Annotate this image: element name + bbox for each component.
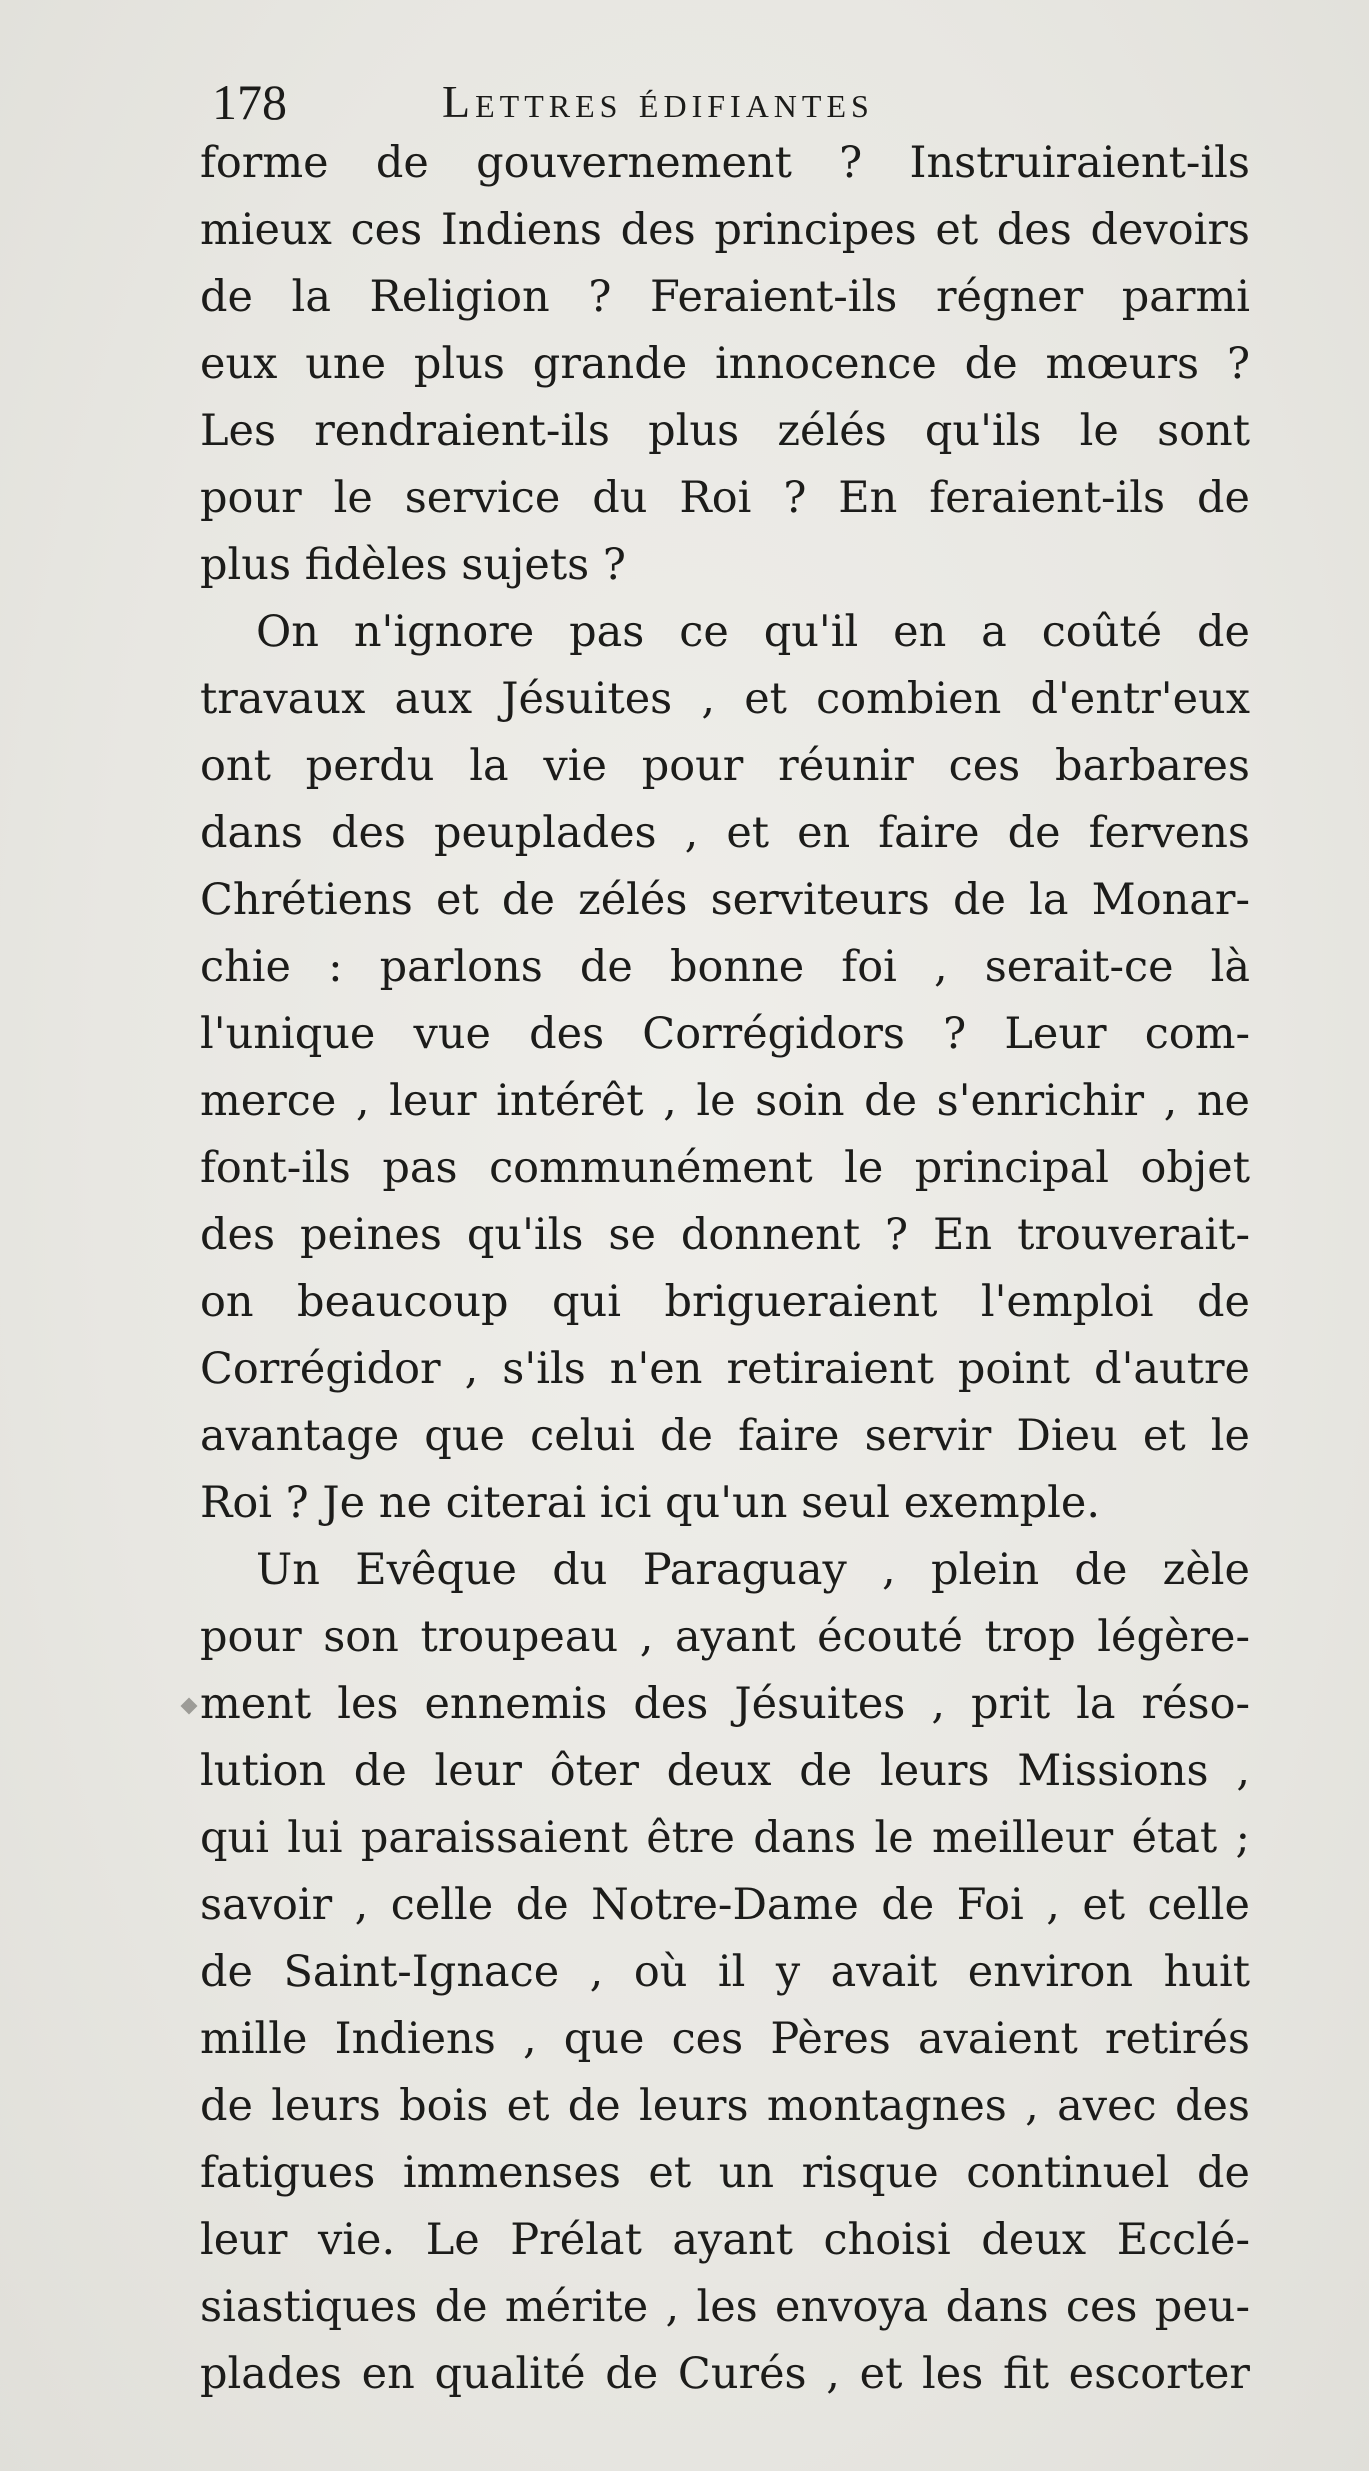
running-title: Lettres édifiantes xyxy=(442,76,874,127)
text-line: on beaucoup qui brigueraient l'emploi de xyxy=(200,1277,1250,1327)
text-line: siastiques de mérite , les envoya dans ces peu- xyxy=(200,2282,1250,2332)
text-line: Chrétiens et de zélés serviteurs de la Monar- xyxy=(200,875,1250,925)
text-line: merce , leur intérêt , le soin de s'enrichir , ne xyxy=(200,1076,1250,1126)
text-line: avantage que celui de faire servir Dieu et le xyxy=(200,1411,1250,1461)
text-line: savoir , celle de Notre-Dame de Foi , et celle xyxy=(200,1880,1250,1930)
text-line: fatigues immenses et un risque continuel de xyxy=(200,2148,1250,2198)
text-line: pour le service du Roi ? En feraient-ils de xyxy=(200,473,1250,523)
paragraph-start-line: On n'ignore pas ce qu'il en a coûté de xyxy=(256,607,1250,657)
page-number: 178 xyxy=(212,74,287,130)
text-line: de Saint-Ignace , où il y avait environ huit xyxy=(200,1947,1250,1997)
text-line: l'unique vue des Corrégidors ? Leur com- xyxy=(200,1009,1250,1059)
text-line: plus fidèles sujets ? xyxy=(200,540,626,590)
text-line: Corrégidor , s'ils n'en retiraient point d'autre xyxy=(200,1344,1250,1394)
text-line: pour son troupeau , ayant écouté trop légère- xyxy=(200,1612,1250,1662)
running-header xyxy=(212,72,1112,132)
body-text xyxy=(200,130,1250,2408)
text-line: ment les ennemis des Jésuites , prit la réso- xyxy=(200,1679,1250,1729)
text-line: qui lui paraissaient être dans le meilleur état ; xyxy=(200,1813,1250,1863)
text-line: mille Indiens , que ces Pères avaient retirés xyxy=(200,2014,1250,2064)
text-line: mieux ces Indiens des principes et des devoirs xyxy=(200,205,1250,255)
text-line: plades en qualité de Curés , et les fit escorter xyxy=(200,2349,1250,2399)
text-line: ont perdu la vie pour réunir ces barbares xyxy=(200,741,1250,791)
text-line: lution de leur ôter deux de leurs Missions , xyxy=(200,1746,1250,1796)
text-line: eux une plus grande innocence de mœurs ? xyxy=(200,339,1250,389)
text-line: Les rendraient-ils plus zélés qu'ils le sont xyxy=(200,406,1250,456)
text-line: leur vie. Le Prélat ayant choisi deux Ecclé- xyxy=(200,2215,1250,2265)
text-line: de leurs bois et de leurs montagnes , avec des xyxy=(200,2081,1250,2131)
paragraph-start-line: Un Evêque du Paraguay , plein de zèle xyxy=(256,1545,1250,1595)
text-line: dans des peuplades , et en faire de fervens xyxy=(200,808,1250,858)
text-line: de la Religion ? Feraient-ils régner parmi xyxy=(200,272,1250,322)
margin-ink-mark xyxy=(181,1698,198,1715)
text-line: forme de gouvernement ? Instruiraient-ils xyxy=(200,138,1250,188)
text-line: des peines qu'ils se donnent ? En trouverait- xyxy=(200,1210,1250,1260)
text-line: font-ils pas communément le principal objet xyxy=(200,1143,1250,1193)
text-line: Roi ? Je ne citerai ici qu'un seul exemple. xyxy=(200,1478,1101,1528)
text-line: travaux aux Jésuites , et combien d'entr'eux xyxy=(200,674,1250,724)
text-line: chie : parlons de bonne foi , serait-ce là xyxy=(200,942,1250,992)
